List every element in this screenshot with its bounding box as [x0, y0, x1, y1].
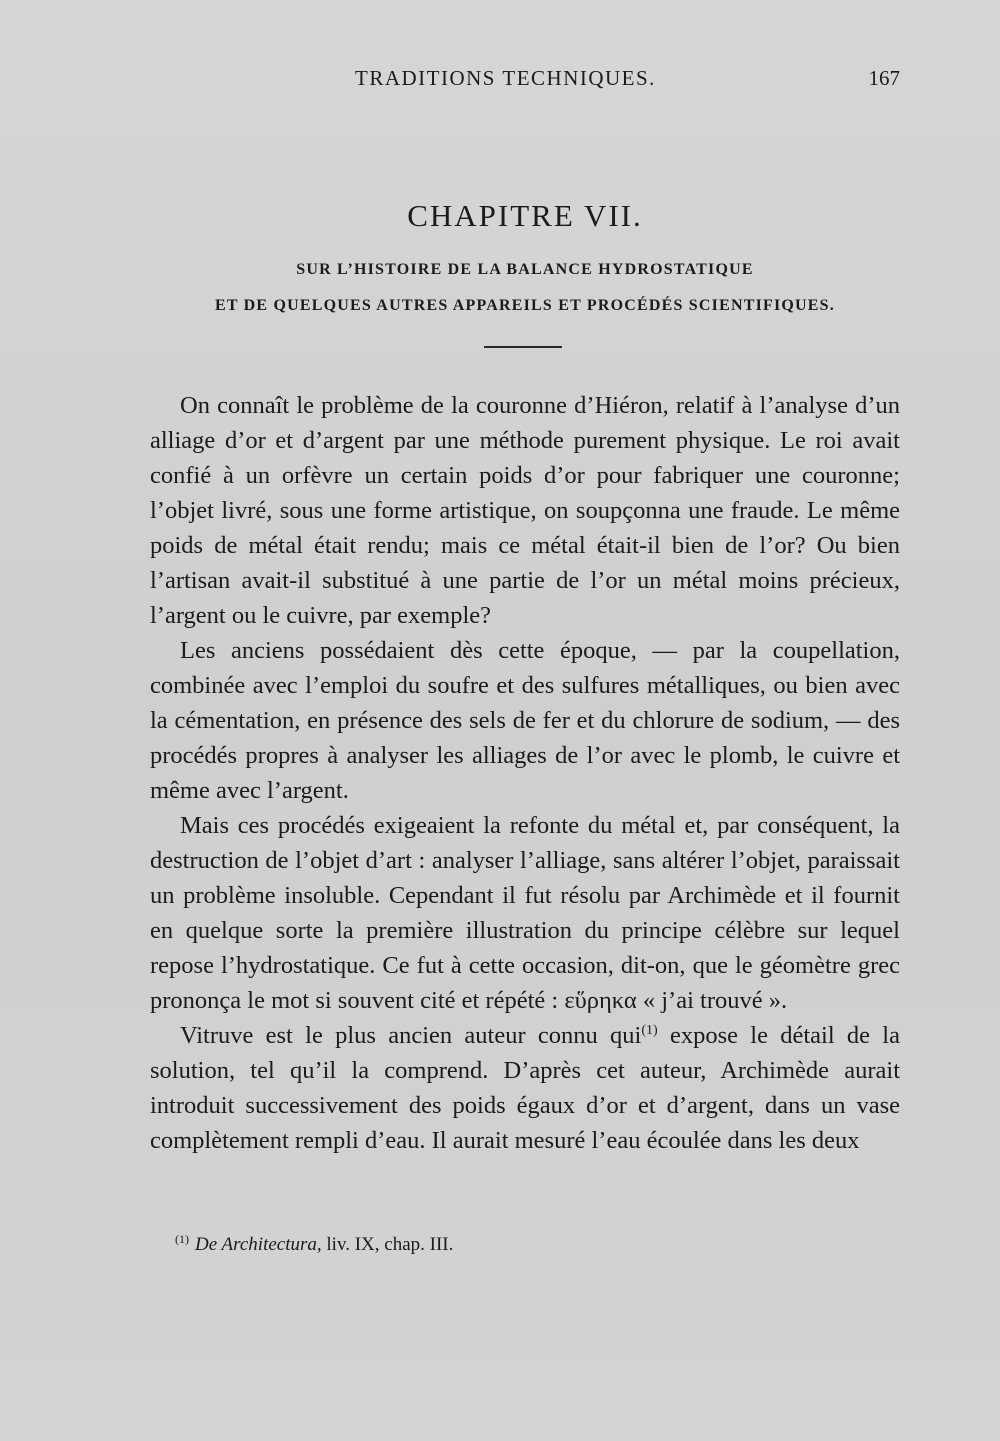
chapter-title: CHAPITRE VII.	[407, 198, 643, 233]
footnote-mark: (1)	[175, 1231, 189, 1246]
footnote-title: De Architectura,	[195, 1234, 322, 1255]
page-number: 167	[868, 66, 900, 90]
paragraph-text: Vitruve est le plus ancien auteur connu qui	[180, 1022, 642, 1049]
body-text	[150, 388, 900, 1158]
paragraph: Les anciens possédaient dès cette époque, — par la coupellation, combinée avec l’emploi du soufre et des sulfures métalliques, ou bien avec la cémentation, en présence des sels de fer et du chlorure de sodium, — des procédés propres à analyser les alliages de l’or avec le plomb, le cuivre et même avec l’argent.	[150, 637, 900, 804]
running-title: TRADITIONS TECHNIQUES.	[355, 66, 656, 90]
paragraph: Mais ces procédés exigeaient la refonte du métal et, par conséquent, la destruction de l’objet d’art : analyser l’alliage, sans altérer l’objet, paraissait un problème insoluble. Cependant il fut résolu par Archimède et il fournit en quelque sorte la première illustration du principe célèbre sur lequel repose l’hydrostatique. Ce fut à cette occasion, dit-on, que le géomètre grec prononça le mot si souvent cité et répété : εὕρηκα « j’ai trouvé ».	[150, 812, 900, 1014]
section-separator	[484, 346, 562, 348]
chapter-subtitle-line2: ET DE QUELQUES AUTRES APPAREILS ET PROCÉDÉS SCIENTIFIQUES.	[215, 297, 835, 314]
paragraph: On connaît le problème de la couronne d’Hiéron, relatif à l’analyse d’un alliage d’or et d’argent par une méthode purement physique. Le roi avait confié à un orfèvre un certain poids d’or pour fabriquer une couronne; l’objet livré, sous une forme artistique, on soupçonna une fraude. Le même poids de métal était rendu; mais ce métal était-il bien de l’or? Ou bien l’artisan avait-il substitué à une partie de l’or un métal moins précieux, l’argent ou le cuivre, par exemple?	[150, 392, 900, 629]
paragraph-text: expose le détail de la solution, tel qu’il la comprend. D’après cet auteur, Archimède aurait introduit successivement des poids égaux d’or et d’argent, dans un vase complètement rempli d’eau. Il aurait mesuré l’eau écoulée dans les deux	[150, 1022, 900, 1154]
running-header	[150, 66, 900, 100]
paragraph	[150, 1018, 900, 1158]
footnote-text: liv. IX, chap. III.	[321, 1234, 454, 1255]
footnote	[175, 1231, 875, 1256]
chapter-subtitle-line1: SUR L’HISTOIRE DE LA BALANCE HYDROSTATIQUE	[296, 261, 754, 278]
footnote-reference: (1)	[641, 1022, 658, 1038]
